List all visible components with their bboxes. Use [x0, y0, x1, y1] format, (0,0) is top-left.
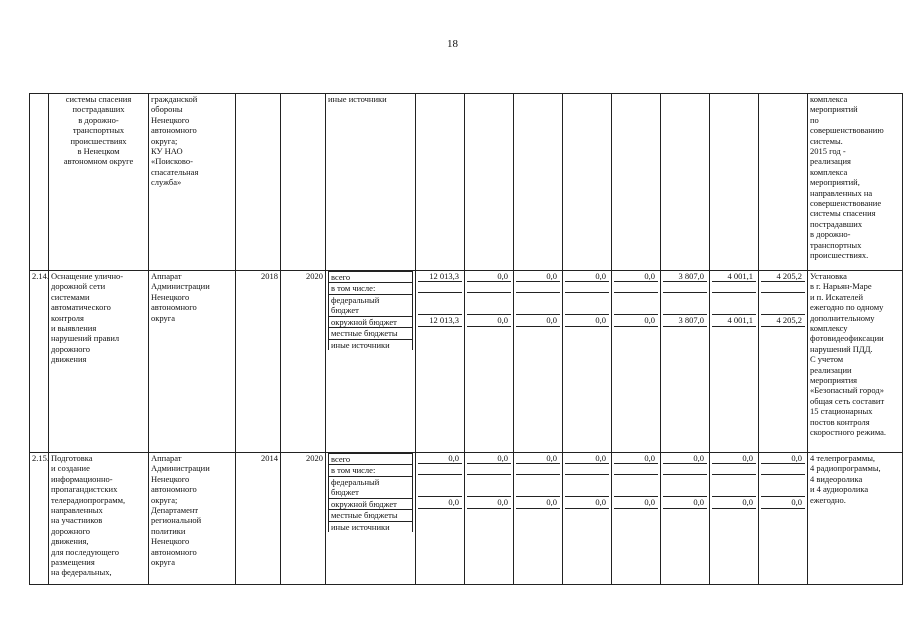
measure-name: системы спасения пострадавших в дорожно- транспортных происшествиях в Ненецком автономном округе [49, 94, 149, 271]
row-number: 2.14. [30, 271, 49, 453]
value-total: 0,0 [418, 453, 462, 464]
start-year: 2018 [236, 271, 281, 453]
value-okrug: 0,0 [565, 315, 609, 326]
value-col [465, 271, 514, 453]
measure-name: Оснащение улично- дорожной сети системами автоматического контроля и выявления нарушений правил дорожного движения [49, 271, 149, 453]
measure-name: Подготовка и создание информационно- пропагандистских телерадиопрограмм, направленных на участников дорожного движения, для последующего размещения на федеральных, [49, 453, 149, 585]
value-total: 0,0 [467, 271, 511, 282]
value-total: 3 807,0 [663, 271, 707, 282]
source-okrug: окружной бюджет [329, 498, 413, 509]
value-okrug: 4 001,1 [712, 315, 756, 326]
source-incl: в том числе: [329, 283, 413, 294]
table-row [30, 271, 903, 453]
value-col [514, 453, 563, 585]
value-okrug: 0,0 [663, 497, 707, 508]
value-total: 0,0 [614, 453, 658, 464]
value-total: 4 205,2 [761, 271, 805, 282]
start-year [236, 94, 281, 271]
source-total: всего [329, 272, 413, 283]
value-okrug: 0,0 [712, 497, 756, 508]
source-local: местные бюджеты [329, 328, 413, 339]
value-cell [710, 94, 759, 271]
value-col [416, 271, 465, 453]
funding-sources [326, 271, 416, 453]
value-total: 0,0 [565, 453, 609, 464]
table-row [30, 94, 903, 271]
value-cell [514, 94, 563, 271]
value-col [416, 453, 465, 585]
value-okrug: 0,0 [467, 315, 511, 326]
value-total: 0,0 [712, 453, 756, 464]
executor: Аппарат Администрации Ненецкого автономного округа; Департамент региональной политики Ненецкого автономного округа [149, 453, 236, 585]
value-okrug: 0,0 [614, 497, 658, 508]
value-cell [612, 94, 661, 271]
page-number: 18 [447, 38, 458, 50]
value-okrug: 3 807,0 [663, 315, 707, 326]
value-cell [563, 94, 612, 271]
value-col [563, 453, 612, 585]
value-total: 12 013,3 [418, 271, 462, 282]
end-year [281, 94, 326, 271]
value-okrug: 12 013,3 [418, 315, 462, 326]
value-okrug: 0,0 [516, 497, 560, 508]
value-okrug: 0,0 [467, 497, 511, 508]
end-year: 2020 [281, 453, 326, 585]
start-year: 2014 [236, 453, 281, 585]
value-total: 4 001,1 [712, 271, 756, 282]
value-total: 0,0 [516, 453, 560, 464]
value-okrug: 4 205,2 [761, 315, 805, 326]
value-col [612, 271, 661, 453]
value-okrug: 0,0 [418, 497, 462, 508]
expected-result: комплекса мероприятий по совершенствованию системы. 2015 год - реализация комплекса мероприятий, направленных на совершенствование системы спасения пострадавших в дорожно- транспортных происшествиях. [808, 94, 903, 271]
value-okrug: 0,0 [516, 315, 560, 326]
source-total: всего [329, 454, 413, 465]
value-total: 0,0 [565, 271, 609, 282]
expected-result: 4 телепрограммы, 4 радиопрограммы, 4 видеоролика и 4 аудиоролика ежегодно. [808, 453, 903, 585]
source-okrug: окружной бюджет [329, 316, 413, 327]
source-other: иные источники [329, 521, 413, 532]
value-col [465, 453, 514, 585]
table-row [30, 453, 903, 585]
value-col [710, 271, 759, 453]
source-incl: в том числе: [329, 465, 413, 476]
value-total: 0,0 [516, 271, 560, 282]
value-total: 0,0 [761, 453, 805, 464]
value-col [759, 453, 808, 585]
source-local: местные бюджеты [329, 510, 413, 521]
value-col [661, 453, 710, 585]
value-cell [416, 94, 465, 271]
value-okrug: 0,0 [614, 315, 658, 326]
value-col [612, 453, 661, 585]
value-col [563, 271, 612, 453]
row-number [30, 94, 49, 271]
value-cell [465, 94, 514, 271]
value-col [514, 271, 563, 453]
executor: гражданской обороны Ненецкого автономного округа; КУ НАО «Поисково- спасательная служба» [149, 94, 236, 271]
expected-result: Установка в г. Нарьян-Маре и п. Искателей ежегодно по одному дополнительному комплексу фотовидеофиксации нарушений ПДД. С учетом реализации мероприятия «Безопасный город» общая сеть составит 15 стационарных постов контроля скоростного режима. [808, 271, 903, 453]
value-col [759, 271, 808, 453]
source-other: иные источники [329, 339, 413, 350]
value-cell [661, 94, 710, 271]
value-total: 0,0 [467, 453, 511, 464]
value-col [661, 271, 710, 453]
funding-sources [326, 453, 416, 585]
source-federal: федеральный бюджет [329, 294, 413, 316]
source-federal: федеральный бюджет [329, 476, 413, 498]
value-okrug: 0,0 [565, 497, 609, 508]
value-cell [759, 94, 808, 271]
value-col [710, 453, 759, 585]
value-okrug: 0,0 [761, 497, 805, 508]
value-total: 0,0 [614, 271, 658, 282]
executor: Аппарат Администрации Ненецкого автономного округа [149, 271, 236, 453]
funding-source: иные источники [326, 94, 416, 271]
program-table [29, 93, 903, 585]
value-total: 0,0 [663, 453, 707, 464]
row-number: 2.15. [30, 453, 49, 585]
end-year: 2020 [281, 271, 326, 453]
